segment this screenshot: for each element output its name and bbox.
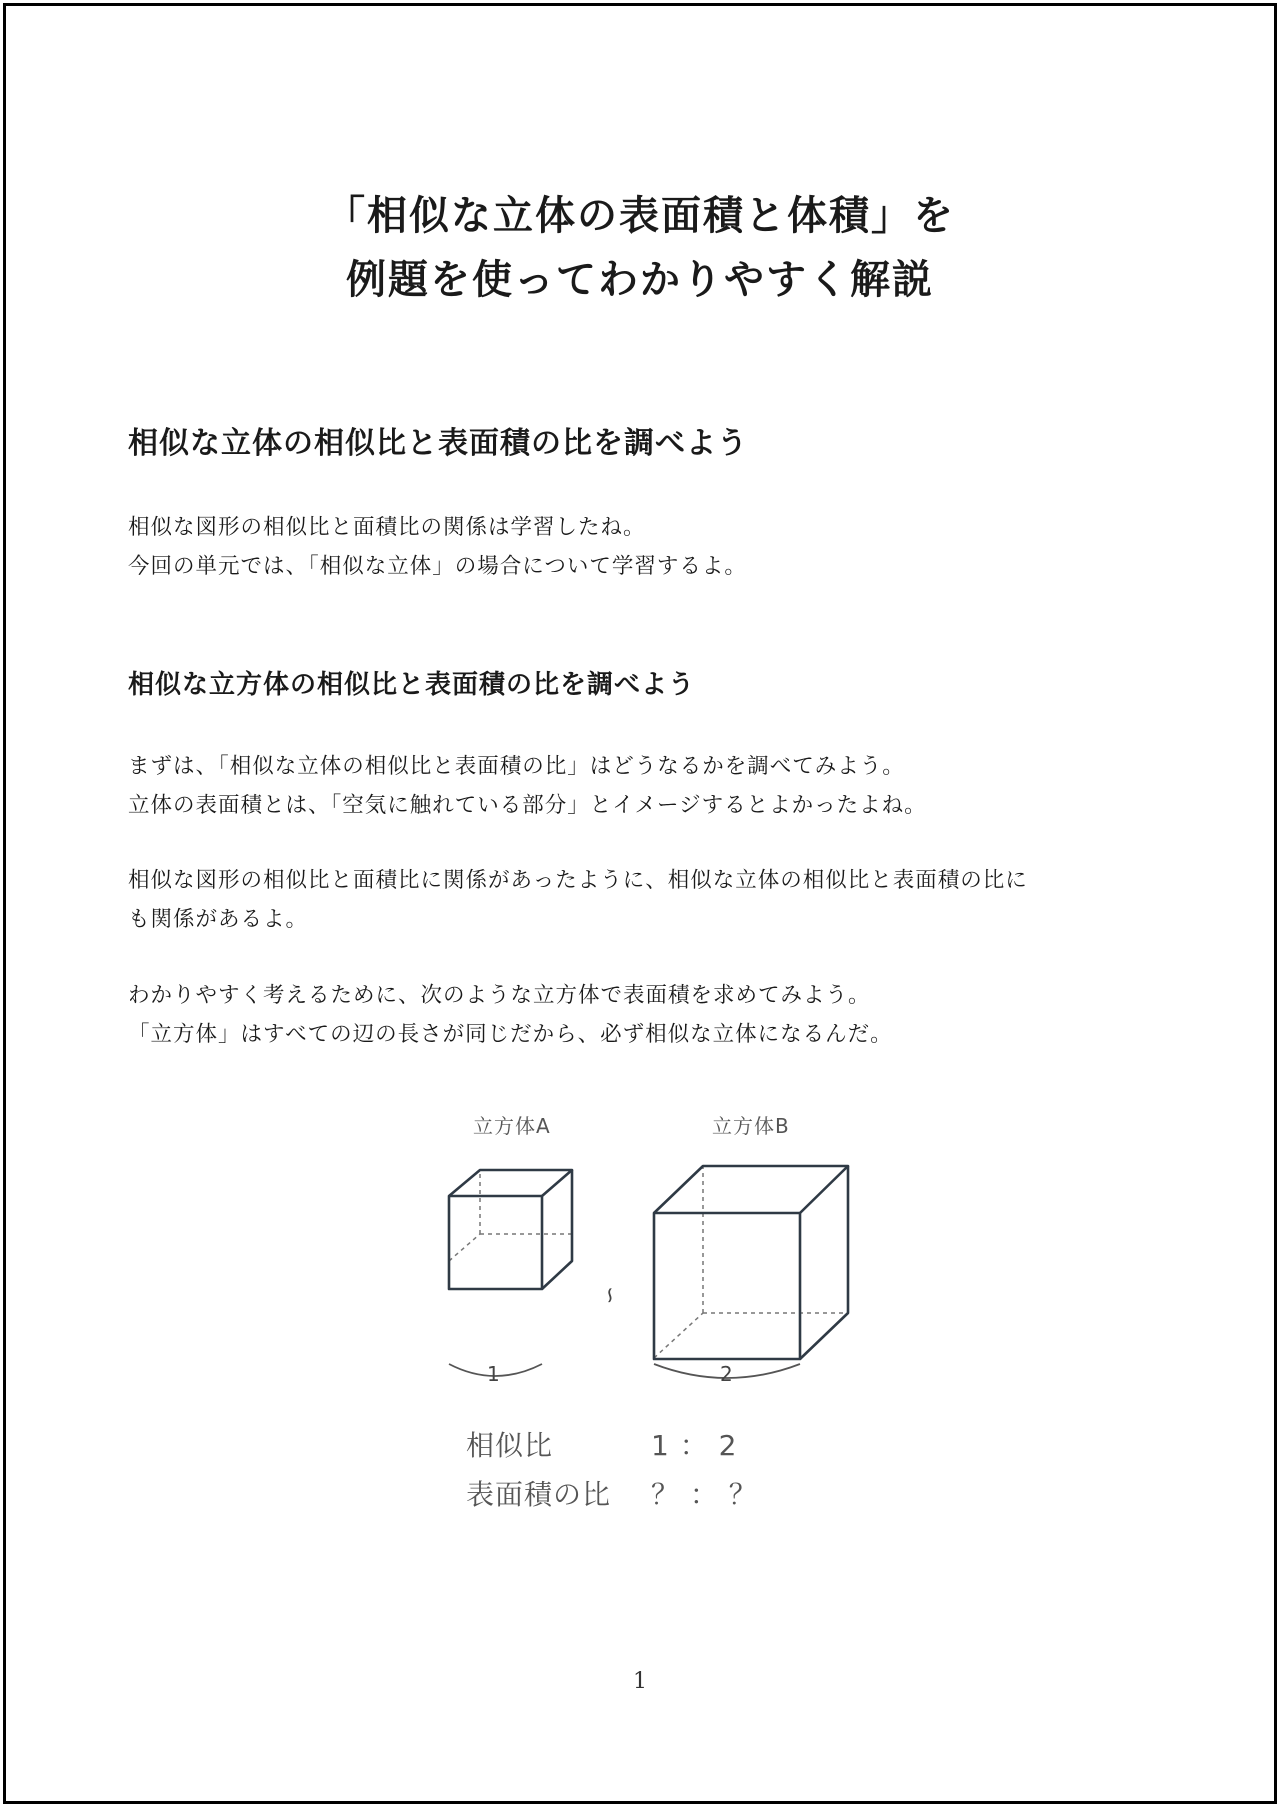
cube-b-label: 立方体B (712, 1114, 790, 1138)
ratio-value: 1 ： 2 (651, 1429, 738, 1462)
paragraph-line: 今回の単元では、「相似な立体」の場合について学習するよ。 (128, 554, 747, 579)
similar-symbol: ∽ (597, 1286, 622, 1305)
surface-ratio-value: ？ ： ？ (651, 1478, 758, 1511)
section-2-heading: 相似な立方体の相似比と表面積の比を調べよう (128, 670, 696, 700)
paragraph-line: まずは、「相似な立体の相似比と表面積の比」はどうなるかを調べてみよう。 (128, 754, 905, 779)
title-line-2: 例題を使ってわかりやすく解説 (346, 257, 934, 303)
document-page (3, 3, 1277, 1804)
cube-b-drawing (654, 1166, 848, 1359)
paragraph-line: わかりやすく考えるために、次のような立方体で表面積を求めてみよう。 (128, 983, 871, 1008)
ratio-label: 相似比 (466, 1429, 554, 1462)
paragraph-line: 「立方体」はすべての辺の長さが同じだから、必ず相似な立体になるんだ。 (128, 1022, 893, 1047)
surface-ratio-label: 表面積の比 (466, 1478, 612, 1511)
cube-figure (6, 6, 1274, 1801)
paragraph-line: も関係があるよ。 (128, 907, 309, 932)
paragraph-line: 立体の表面積とは、「空気に触れている部分」とイメージするとよかったよね。 (128, 793, 927, 818)
title-line-1: 「相似な立体の表面積と体積」を (325, 193, 955, 239)
section-1-heading: 相似な立体の相似比と表面積の比を調べよう (128, 426, 748, 461)
page-number: 1 (633, 1669, 647, 1694)
paragraph-line: 相似な図形の相似比と面積比の関係は学習したね。 (128, 515, 646, 540)
paragraph-line: 相似な図形の相似比と面積比に関係があったように、相似な立体の相似比と表面積の比に (128, 868, 1028, 893)
cube-a-edge-length: 1 (487, 1362, 500, 1386)
cube-a-drawing (449, 1170, 572, 1289)
cube-b-edge-length: 2 (720, 1362, 733, 1386)
cube-a-label: 立方体A (473, 1114, 551, 1138)
